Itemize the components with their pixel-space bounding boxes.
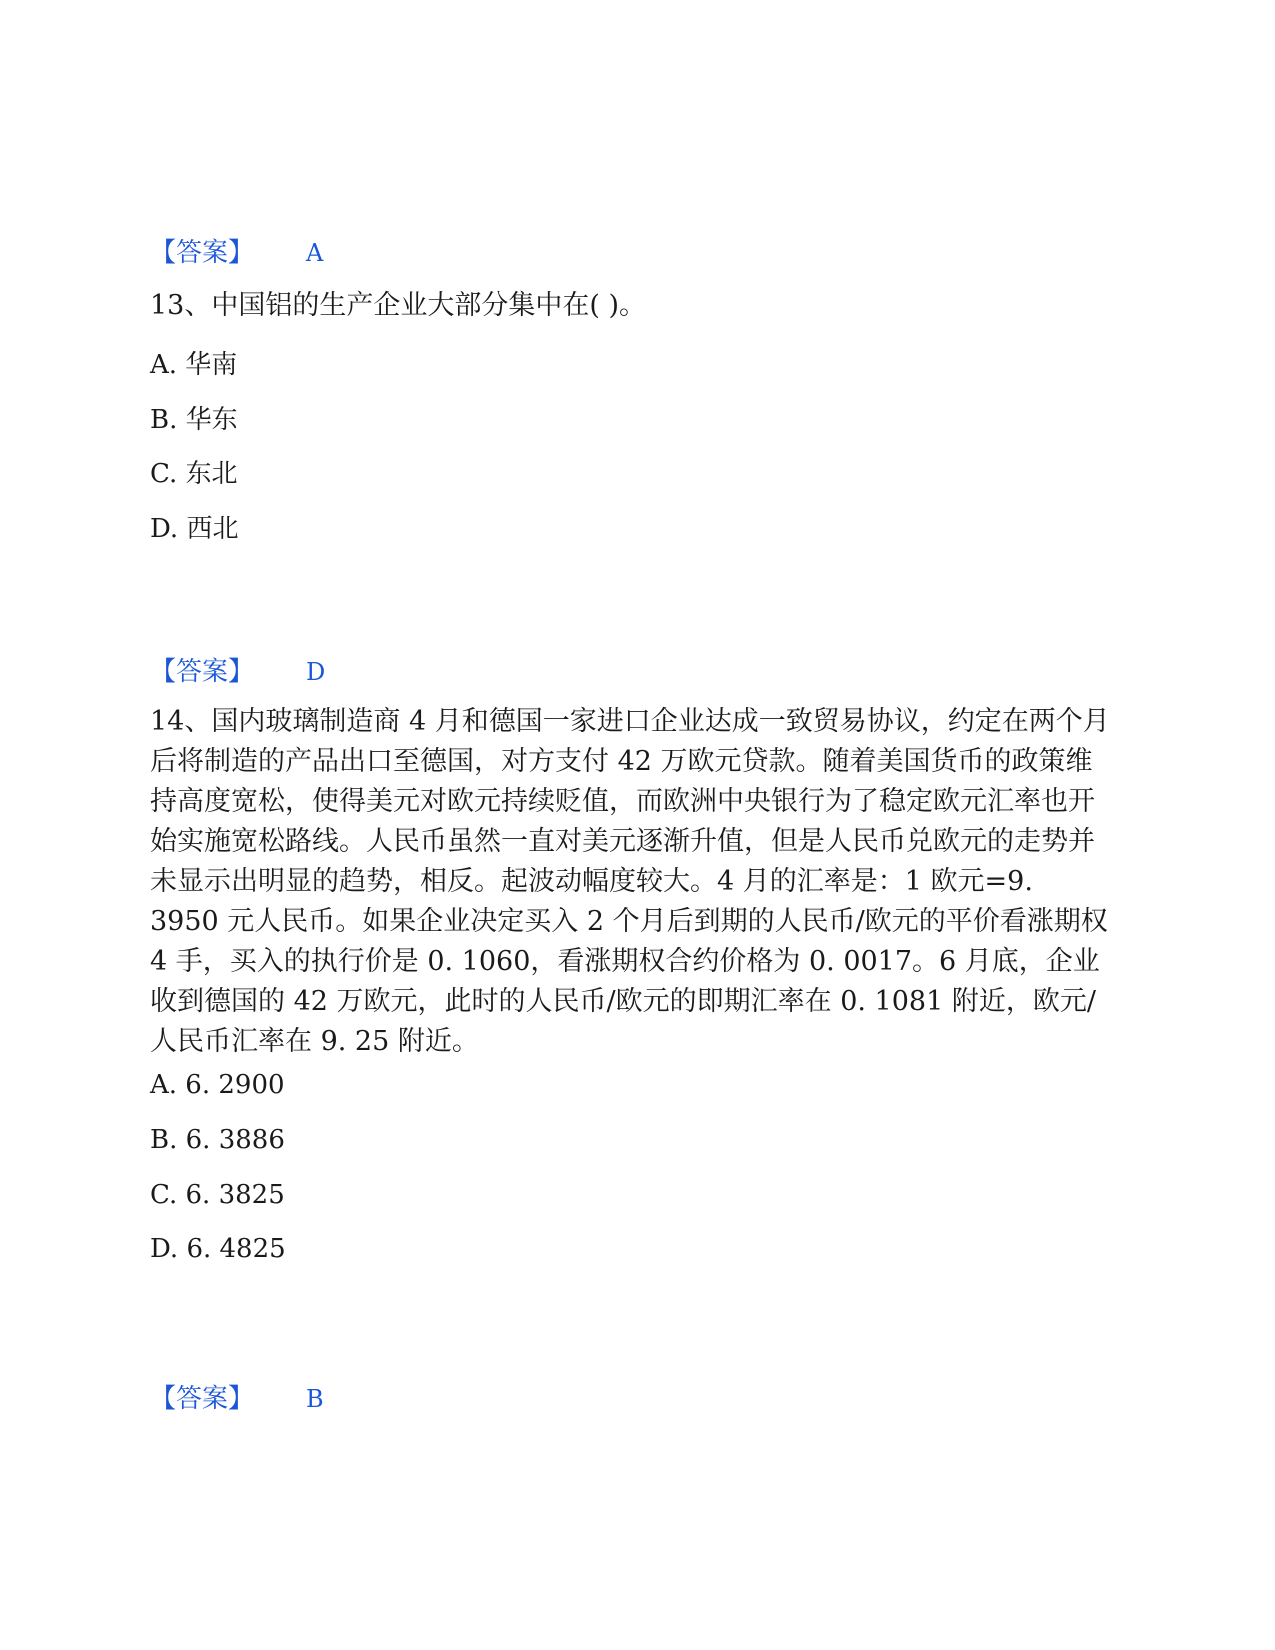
answer-line-1 [150, 232, 323, 269]
answer-value: D [306, 658, 326, 686]
answer-label: 【答案】 [150, 238, 255, 268]
answer-value: B [306, 1385, 324, 1413]
q13-option-d: D. 西北 [150, 514, 239, 544]
q13-option-b: B. 华东 [150, 405, 238, 435]
answer-line-2 [150, 651, 325, 688]
q14-option-b: B. 6. 3886 [150, 1125, 285, 1155]
q13-option-a: A. 华南 [150, 350, 238, 380]
q14-option-d: D. 6. 4825 [150, 1234, 286, 1264]
answer-value: A [306, 239, 324, 267]
answer-line-3 [150, 1378, 324, 1415]
answer-label: 【答案】 [150, 657, 255, 687]
question-13: 13、中国铝的生产企业大部分集中在( )。 [150, 290, 647, 321]
q14-option-c: C. 6. 3825 [150, 1180, 285, 1210]
q14-option-a: A. 6. 2900 [150, 1070, 285, 1100]
q13-option-c: C. 东北 [150, 459, 238, 489]
question-14: 14、国内玻璃制造商 4 月和德国一家进口企业达成一致贸易协议，约定在两个月后将制造的产品出口至德国，对方支付 42 万欧元贷款。随着美国货币的政策维持高度宽松，使得美元对欧元持续贬值，而欧洲中央银行为了稳定欧元汇率也开始实施宽松路线。人民币虽然一直对美元逐渐升值，但是人民币兑欧元的走势并未显示出明显的趋势，相反。起波动幅度较大。4 月的汇率是：1 欧元=9. 3950 元人民币。如果企业决定买入 2 个月后到期的人民币/欧元的平价看涨期权 4 手，买入的执行价是 0. 1060，看涨期权合约价格为 0. 0017。6 月底，企业收到德国的 42 万欧元，此时的人民币/欧元的即期汇率在 0. 1081 附近，欧元/人民币汇率在 9. 25 附近。 [150, 706, 1110, 1057]
answer-label: 【答案】 [150, 1384, 255, 1414]
